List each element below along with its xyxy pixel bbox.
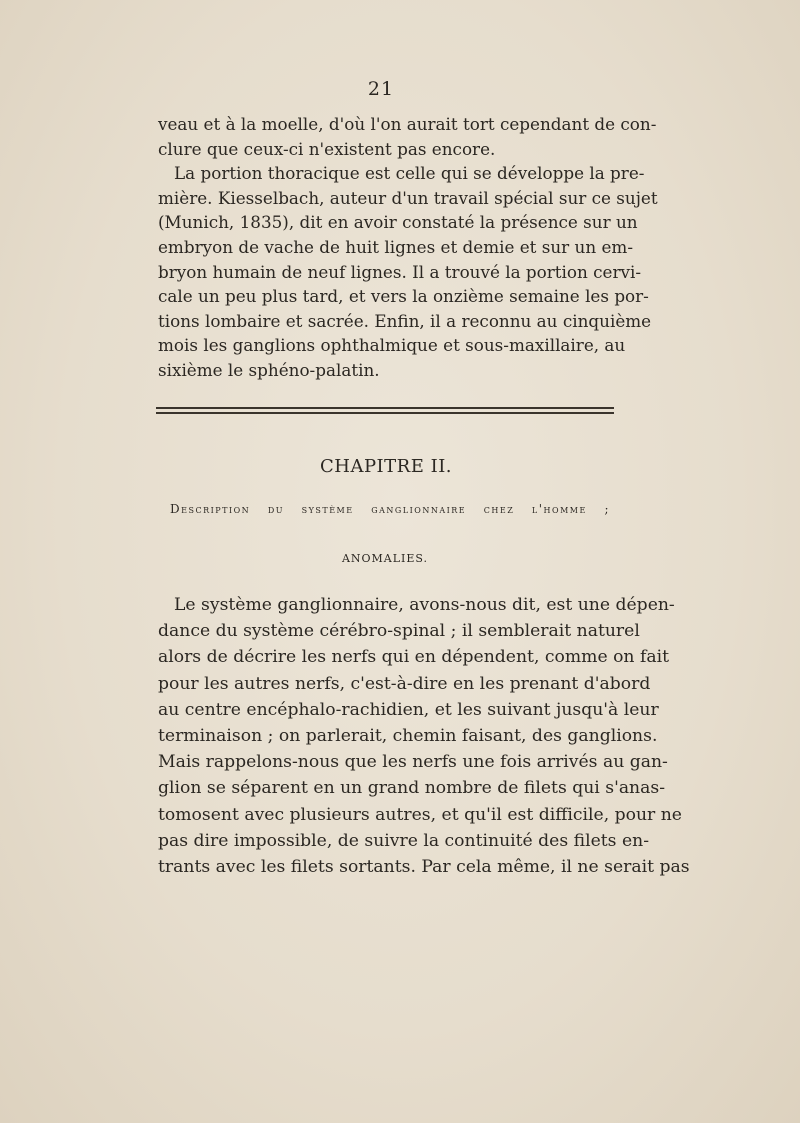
text-line: mière. Kiesselbach, auteur d'un travail spécial sur ce sujet: [158, 187, 658, 208]
double-rule-divider: [156, 407, 614, 415]
paragraph-2: [158, 592, 690, 880]
text-line: veau et à la moelle, d'où l'on aurait tort cependant de con-: [158, 114, 657, 134]
text-line: glion se séparent en un grand nombre de filets qui s'anas-: [158, 778, 666, 799]
text-line: alors de décrire les nerfs qui en dépendent, comme on fait: [158, 647, 669, 668]
page-number: 21: [367, 78, 395, 100]
text-line: cale un peu plus tard, et vers la onzième semaine les por-: [158, 286, 649, 307]
text-line: Le système ganglionnaire, avons-nous dit, est une dépen-: [174, 595, 675, 615]
text-line: pas dire impossible, de suivre la continuité des filets en-: [158, 830, 650, 851]
text-line: (Munich, 1835), dit en avoir constaté la présence sur un: [158, 212, 638, 233]
text-line: bryon humain de neuf lignes. Il a trouvé la portion cervi-: [158, 261, 642, 282]
text-line: tions lombaire et sacrée. Enfin, il a reconnu au cinquième: [158, 310, 652, 331]
text-line: dance du système cérébro-spinal ; il semblerait naturel: [158, 621, 640, 642]
chapter-subtitle: Description du système ganglionnaire chez l'homme ;: [170, 502, 610, 516]
text-line: tomosent avec plusieurs autres, et qu'il est difficile, pour ne: [158, 804, 682, 825]
text-line: La portion thoracique est celle qui se développe la pre-: [174, 163, 645, 184]
text-line: mois les ganglions ophthalmique et sous-maxillaire, au: [158, 335, 626, 356]
text-line: pour les autres nerfs, c'est-à-dire en les prenant d'abord: [158, 673, 651, 694]
text-line: clure que ceux-ci n'existent pas encore.: [158, 138, 496, 159]
text-line: embryon de vache de huit lignes et demie et sur un em-: [158, 236, 634, 257]
chapter-subtitle-anomalies: ANOMALIES.: [341, 552, 429, 565]
text-line: terminaison ; on parlerait, chemin faisant, des ganglions.: [158, 725, 658, 746]
paragraph-1: [158, 112, 658, 383]
text-line: trants avec les filets sortants. Par cela même, il ne serait pas: [158, 856, 690, 877]
chapter-title: CHAPITRE II.: [319, 456, 453, 477]
text-line: Mais rappelons-nous que les nerfs une fois arrivés au gan-: [158, 752, 668, 773]
text-line: sixième le sphéno-palatin.: [158, 359, 380, 380]
text-line: au centre encéphalo-rachidien, et les suivant jusqu'à leur: [158, 699, 659, 720]
